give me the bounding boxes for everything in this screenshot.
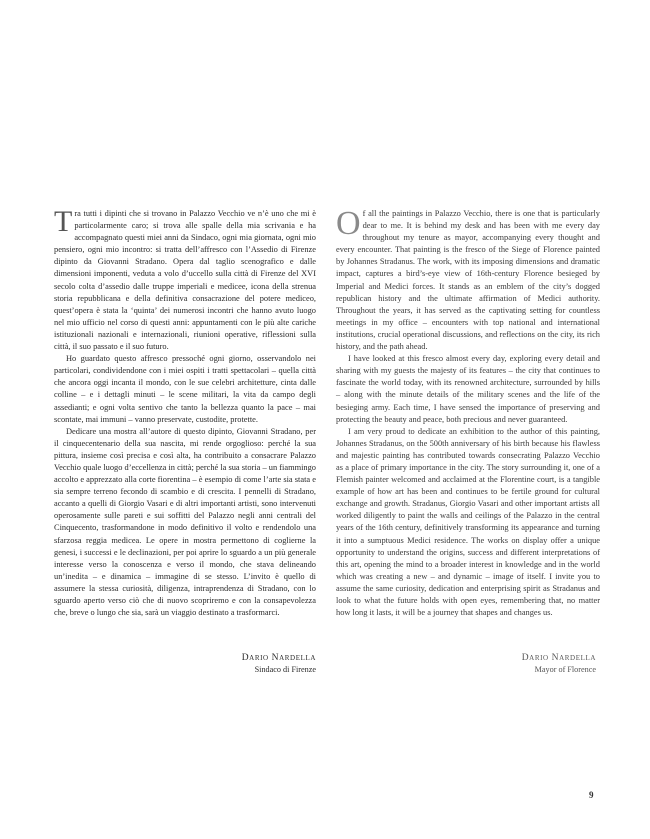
italian-dropcap: T	[54, 205, 73, 238]
english-column	[336, 205, 600, 619]
page-number: 9	[589, 790, 594, 800]
italian-paragraph-2: Ho guardato questo affresco pressoché ogni giorno, osservandolo nei particolari, condividendone con i miei ospiti i tratti spettacolari – quella città che ancora oggi incanta il mondo, con le sue celebri architetture, cinta dalle colline – e i dettagli minuti – le scene militari, la vita da campo degli assedianti; e ogni volta sentivo che tanto la bellezza quanto la pace – mai scontate, mai immuni – vanno preservate, custodite, protette.	[54, 354, 316, 424]
english-signature-role: Mayor of Florence	[534, 665, 596, 674]
italian-signature-name: Dario Nardella	[241, 653, 316, 663]
italian-signature	[46, 652, 316, 676]
italian-paragraph-1-text: ra tutti i dipinti che si trovano in Palazzo Vecchio ve n’è uno che mi è particolarmente caro; si trova alle spalle della mia scrivania e ha accompagnato questi miei anni da Sindaco, ogni mia giornata, ogni mio pensiero, ogni mio incontro: si tratta dell’affresco con l’Assedio di Firenze dipinto da Giovanni Stradano. Opera dal taglio scenografico e dalle dimensioni imponenti, veduta a volo d’uccello sulla città di Firenze del XVI secolo colta d’assedio dalle truppe imperiali e medicee, icona della strenua storia repubblicana e della definitiva consacrazione del potere mediceo, quest’opera è stata la ‘quinta’ dei numerosi incontri che hanno avuto luogo nel mio ufficio nel corso di questi anni: appuntamenti con le più alte cariche istituzionali nazionali e internazionali, riunioni operative, riflessioni sulla città, il suo passato e il suo futuro.	[54, 209, 316, 352]
english-signature	[326, 652, 596, 676]
italian-paragraph-1	[54, 205, 316, 353]
english-paragraph-1-text: f all the paintings in Palazzo Vecchio, there is one that is particularly dear to me. It is behind my desk and has been with me every day throughout my tenure as mayor, accompanying every thought and every encounter. That painting is the fresco of the Siege of Florence painted by Johannes Stradanus. The work, with its imposing dimensions and dramatic impact, captures a bird’s-eye view of 16th-century Florence besieged by Imperial and Medici forces. It stands as an emblem of the city’s dogged republican history and the ultimate affirmation of Medici authority. Throughout the years, it has served as the captivating setting for countless meetings in my office – encounters with top national and international institutions, crucial operational discussions, and reflections on the city, its rich history, and the path ahead.	[336, 209, 600, 352]
italian-signature-role: Sindaco di Firenze	[254, 665, 316, 674]
english-paragraph-2: I have looked at this fresco almost every day, exploring every detail and sharing with my guests the majesty of its features – the city that continues to fascinate the world today, with its renowned architecture, surrounded by hills – along with the minute details of the military scenes and the life of the besieging army. Each time, I have sensed the importance of preserving and protecting the beauty and peace, both precious and never guaranteed.	[336, 354, 600, 424]
english-paragraph-1	[336, 205, 600, 353]
english-signature-name: Dario Nardella	[521, 653, 596, 663]
italian-column	[54, 205, 316, 619]
english-paragraph-3: I am very proud to dedicate an exhibition to the author of this painting, Johannes Stradanus, on the 500th anniversary of his birth because his flawless and majestic painting has contributed towards consecrating Palazzo Vecchio as a place of primary importance in the city. The story surrounding it, one of a Flemish painter welcomed and acclaimed at the Florentine court, is a tangible example of how art has been and continues to be fertile ground for cultural exchange and growth. Stradanus, Giorgio Vasari and other important artists all worked diligently to paint the walls and ceilings of the Palazzo in the central years of the 16th century, definitively transforming its appearance and turning it into a sumptuous Medici residence. The works on display offer a unique opportunity to understand the origins, success and different interpretations of this art, opening the mind to a broader interest in knowledge and in the world which was creating a new – and dynamic – image of itself. I invite you to assume the same curiosity, dedication and enterprising spirit as Stradanus and look to what the future holds with open eyes, remembering that, no matter how long it lasts, it will be a journey that shapes and changes us.	[336, 426, 600, 618]
english-dropcap: O	[336, 205, 361, 242]
italian-paragraph-3: Dedicare una mostra all’autore di questo dipinto, Giovanni Stradano, per il cinquecentenario della sua nascita, mi rende orgoglioso: perché la sua pittura, insieme così precisa e così alta, ha contribuito a consacrare Palazzo Vecchio quale luogo d’eccellenza in città; perché la sua storia – un fiammingo accolto e apprezzato alla corte fiorentina – è esempio di come l’arte sia stata e sia sempre terreno fecondo di scambio e di crescita. I pennelli di Stradano, accanto a quelli di Giorgio Vasari e di altri importanti artisti, sono intervenuti operosamente sulle pareti e sui soffitti del Palazzo negli anni centrali del Cinquecento, trasformandone in modo definitivo il volto e rendendolo una sfarzosa reggia medicea. Le opere in mostra permettono di coglierne la genesi, i successi e le declinazioni, per poi aprire lo sguardo a un più generale interesse verso la conoscenza e verso il mondo, che stava delineando un’inedita – e dinamica – immagine di se stesso. L’invito è quello di assumere la stessa curiosità, diligenza, intraprendenza di Stradano, con lo sguardo aperto verso ciò che di nuovo scopriremo e con la consapevolezza che, breve o lungo che sia, sarà un viaggio destinato a trasformarci.	[54, 426, 316, 618]
